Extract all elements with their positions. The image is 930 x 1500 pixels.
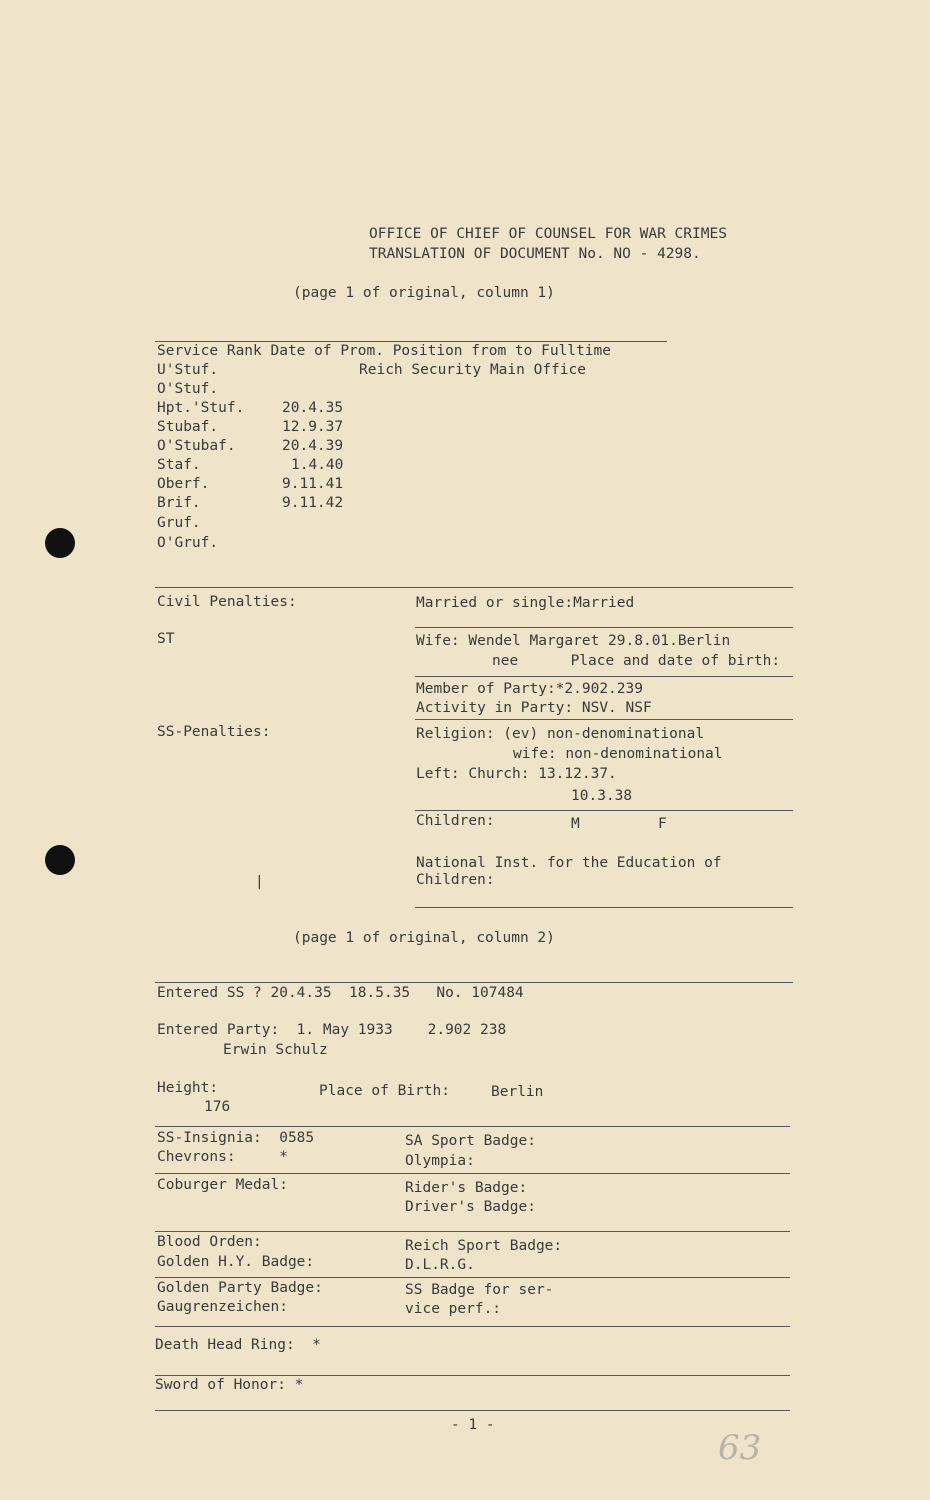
- rule: [155, 587, 793, 588]
- rank-item: O'Stubaf.: [157, 438, 236, 454]
- rank-item: Brif.: [157, 495, 201, 511]
- ss-insignia: SS-Insignia: 0585: [157, 1130, 315, 1146]
- birth-place-label: Place of Birth:: [319, 1083, 450, 1099]
- religion-wife: wife: non-denominational: [513, 746, 723, 762]
- rule: [415, 719, 793, 720]
- civil-penalties-label: Civil Penalties:: [157, 594, 297, 610]
- rule: [155, 1126, 790, 1127]
- religion: Religion: (ev) non-denominational: [416, 726, 705, 742]
- height-label: Height:: [157, 1080, 219, 1096]
- gau-badge: Gaugrenzeichen:: [157, 1299, 288, 1315]
- height-value: 176: [204, 1099, 231, 1115]
- left-church-date2: 10.3.38: [571, 788, 633, 804]
- marital-status: Married or single:Married: [416, 595, 635, 611]
- birth-place-value: Berlin: [491, 1084, 544, 1100]
- service-table-header: Service Rank Date of Prom. Position from to Fulltime: [157, 343, 611, 359]
- rule: [415, 907, 793, 908]
- rule: [155, 1410, 790, 1411]
- wife-line: Wife: Wendel Margaret 29.8.01.Berlin: [416, 633, 731, 649]
- rank-item: Staf.: [157, 457, 201, 473]
- column2-caption: (page 1 of original, column 2): [293, 930, 555, 946]
- rank-date: 9.11.41: [282, 476, 344, 492]
- rank-item: U'Stuf.: [157, 362, 219, 378]
- national-institute-children: Children:: [416, 872, 495, 888]
- sword-of-honor: Sword of Honor: *: [155, 1377, 304, 1393]
- rank-date: 12.9.37: [282, 419, 344, 435]
- punch-hole: [45, 528, 75, 558]
- entered-party: Entered Party: 1. May 1933 2.902 238: [157, 1022, 507, 1038]
- reich-sport-badge: Reich Sport Badge:: [405, 1238, 563, 1254]
- dlrg: D.L.R.G.: [405, 1257, 475, 1273]
- sa-sport-badge: SA Sport Badge:: [405, 1133, 536, 1149]
- children-male: M: [571, 816, 580, 832]
- party-member: Member of Party:*2.902.239: [416, 681, 643, 697]
- pencil-mark: |: [255, 874, 264, 890]
- rank-item: Hpt.'Stuf.: [157, 400, 245, 416]
- rule: [155, 1326, 790, 1327]
- rank-item: Gruf.: [157, 515, 201, 531]
- party-activity: Activity in Party: NSV. NSF: [416, 700, 652, 716]
- rule: [155, 982, 793, 983]
- person-name: Erwin Schulz: [223, 1042, 328, 1058]
- rank-date: 20.4.39: [282, 438, 344, 454]
- rule: [155, 1277, 790, 1278]
- olympia: Olympia:: [405, 1153, 475, 1169]
- rank-item: Stubaf.: [157, 419, 219, 435]
- civil-penalty-value: ST: [157, 631, 175, 647]
- rule: [415, 627, 793, 628]
- coburger-medal: Coburger Medal:: [157, 1177, 288, 1193]
- wife-subline: nee Place and date of birth:: [492, 653, 781, 669]
- entered-ss: Entered SS ? 20.4.35 18.5.35 No. 107484: [157, 985, 524, 1001]
- rank-item: Oberf.: [157, 476, 210, 492]
- rank-item: O'Stuf.: [157, 381, 219, 397]
- ss-penalties-label: SS-Penalties:: [157, 724, 271, 740]
- page-number: - 1 -: [451, 1417, 495, 1433]
- children-label: Children:: [416, 813, 495, 829]
- rank-date: 9.11.42: [282, 495, 344, 511]
- death-head-ring: Death Head Ring: *: [155, 1337, 321, 1353]
- header-document-number: TRANSLATION OF DOCUMENT No. NO - 4298.: [369, 246, 701, 262]
- children-female: F: [658, 816, 667, 832]
- service-office: Reich Security Main Office: [359, 362, 586, 378]
- punch-hole: [45, 845, 75, 875]
- chevrons: Chevrons: *: [157, 1149, 288, 1165]
- golden-party-badge: Golden Party Badge:: [157, 1280, 323, 1296]
- riders-badge: Rider's Badge:: [405, 1180, 528, 1196]
- rank-item: O'Gruf.: [157, 535, 219, 551]
- rule: [155, 1231, 790, 1232]
- rule: [155, 1173, 790, 1174]
- rule: [415, 676, 793, 677]
- rank-date: 20.4.35: [282, 400, 344, 416]
- ss-service-badge: SS Badge for ser-: [405, 1282, 554, 1298]
- ss-service-badge-cont: vice perf.:: [405, 1301, 502, 1317]
- golden-hy-badge: Golden H.Y. Badge:: [157, 1254, 315, 1270]
- blood-order: Blood Orden:: [157, 1234, 262, 1250]
- handwritten-number: 63: [718, 1428, 762, 1468]
- column1-caption: (page 1 of original, column 1): [293, 285, 555, 301]
- drivers-badge: Driver's Badge:: [405, 1199, 536, 1215]
- header-office: OFFICE OF CHIEF OF COUNSEL FOR WAR CRIMES: [369, 226, 727, 242]
- left-church: Left: Church: 13.12.37.: [416, 766, 617, 782]
- rule: [415, 810, 793, 811]
- national-institute: National Inst. for the Education of: [416, 855, 722, 871]
- rank-date: 1.4.40: [291, 457, 344, 473]
